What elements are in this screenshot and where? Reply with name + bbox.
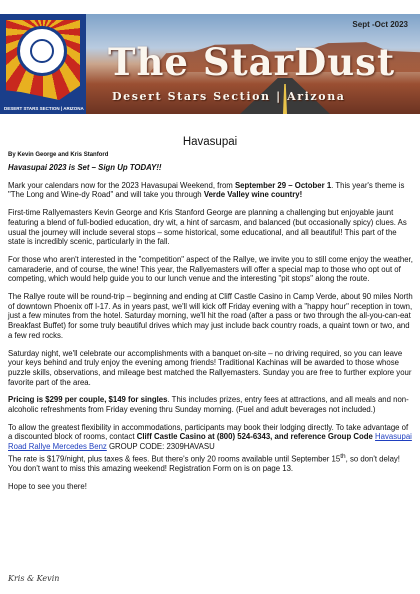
- newsletter-subtitle: Desert Stars Section | Arizona: [112, 90, 346, 103]
- issue-date: Sept -Oct 2023: [352, 20, 408, 29]
- club-logo: [0, 14, 86, 114]
- group-code-link[interactable]: Havasupai Road Rallye Mercedes Benz: [8, 432, 412, 452]
- paragraph-lodging: [8, 423, 413, 474]
- date-suffix: th: [340, 452, 346, 460]
- pricing-highlight: Pricing is $299 per couple, $149 for singles: [8, 395, 168, 405]
- paragraph-dates: [8, 181, 413, 200]
- star-emblem-icon: [30, 39, 54, 63]
- room-rate-text: The rate is $179/night, plus taxes & fees. But there's only 20 rooms available until September 15: [8, 454, 341, 464]
- pricing-details: . This includes prizes, entry fees at attractions, and all meals and non-alcoholic refreshments from Friday evening thru Sunday morning. (Fuel and adult beverages not included.): [8, 395, 409, 415]
- closing-line: Hope to see you there!: [8, 481, 87, 491]
- event-dates: September 29 – October 1: [234, 180, 332, 190]
- group-code: GROUP CODE: 2309HAVASU: [106, 442, 215, 452]
- paragraph-banquet: Saturday night, we'll celebrate our accomplishments with a banquet on-site – no driving required, so you can leave your keys behind and truly enjoy the evening among friends! Traditional Kachinas will be awarded to those whose puzzle skills, observations, and mileage best matched the Rallyemasters. Sunday you are free to further explore your favorite part of the area.: [8, 348, 412, 387]
- article-byline: By Kevin George and Kris Stanford: [8, 152, 109, 158]
- casino-contact: Cliff Castle Casino at (800) 524-6343, and reference Group Code: [136, 432, 373, 442]
- article-body: [8, 163, 413, 500]
- lodging-text-a: To allow the greatest flexibility in accommodations, participants may book their lodging directly. To take advantage of a discounted block of rooms, contact: [8, 422, 409, 442]
- signature: Kris & Kevin: [8, 574, 60, 583]
- logo-caption: DESERT STARS SECTION | ARIZONA: [4, 106, 84, 111]
- article-title: Havasupai: [182, 136, 238, 148]
- paragraph-route: The Rallye route will be round-trip – beginning and ending at Cliff Castle Casino in Camp Verde, about 90 miles North of downtown Phoenix off I-17. As in years past, we'll will kick off Friday evening with a "happy hour" reception in town, just a few minutes from the hotel. Saturday morning, we'll hit the road (after a pass or two through the all-you-can-eat Breakfast Buffet) for some truly beautiful drives which may just include back country roads, a quaint town or two, and a few red rocks.: [8, 292, 413, 340]
- p1-text-c: . This year's theme is "The Long and Wine-dy Road" and will take you through: [8, 180, 405, 200]
- paragraph-noncompetitors: For those who aren't interested in the "competition" aspect of the Rallye, we invite you to still come enjoy the weather, camaraderie, and of course, the wine! This year, the Rallyemasters will offer a special map to those who opt out of competing, which would help guide you to our lunch venue and the interesting "pit stops" along the route.: [8, 254, 413, 284]
- p1-text-a: Mark your calendars now for the 2023 Havasupai Weekend, from: [8, 180, 235, 190]
- registration-note: You don't want to miss this amazing weekend! Registration Form on is on page 13.: [8, 464, 294, 474]
- masthead-banner: [0, 14, 420, 114]
- mercedes-club-emblem-icon: [17, 26, 67, 76]
- paragraph-pricing: [8, 395, 413, 414]
- newsletter-title: The StarDust: [108, 40, 396, 84]
- article-lead: Havasupai 2023 is Set – Sign Up TODAY!!: [8, 163, 162, 172]
- wine-country: Verde Valley wine country!: [203, 190, 303, 200]
- paragraph-rallyemasters: First-time Rallyemasters Kevin George and Kris Stanford George are planning a challenging but enjoyable jaunt featuring a blend of full-bodied education, dry wit, a hint of sarcasm, and balanced (but occasionally spicy) clues. As usual the journey will include several stops – some historical, some educational, and all beautiful! This part of the state is incredibly scenic, particularly in the fall.: [8, 208, 407, 247]
- room-rate-text-end: , so don't delay!: [345, 454, 400, 464]
